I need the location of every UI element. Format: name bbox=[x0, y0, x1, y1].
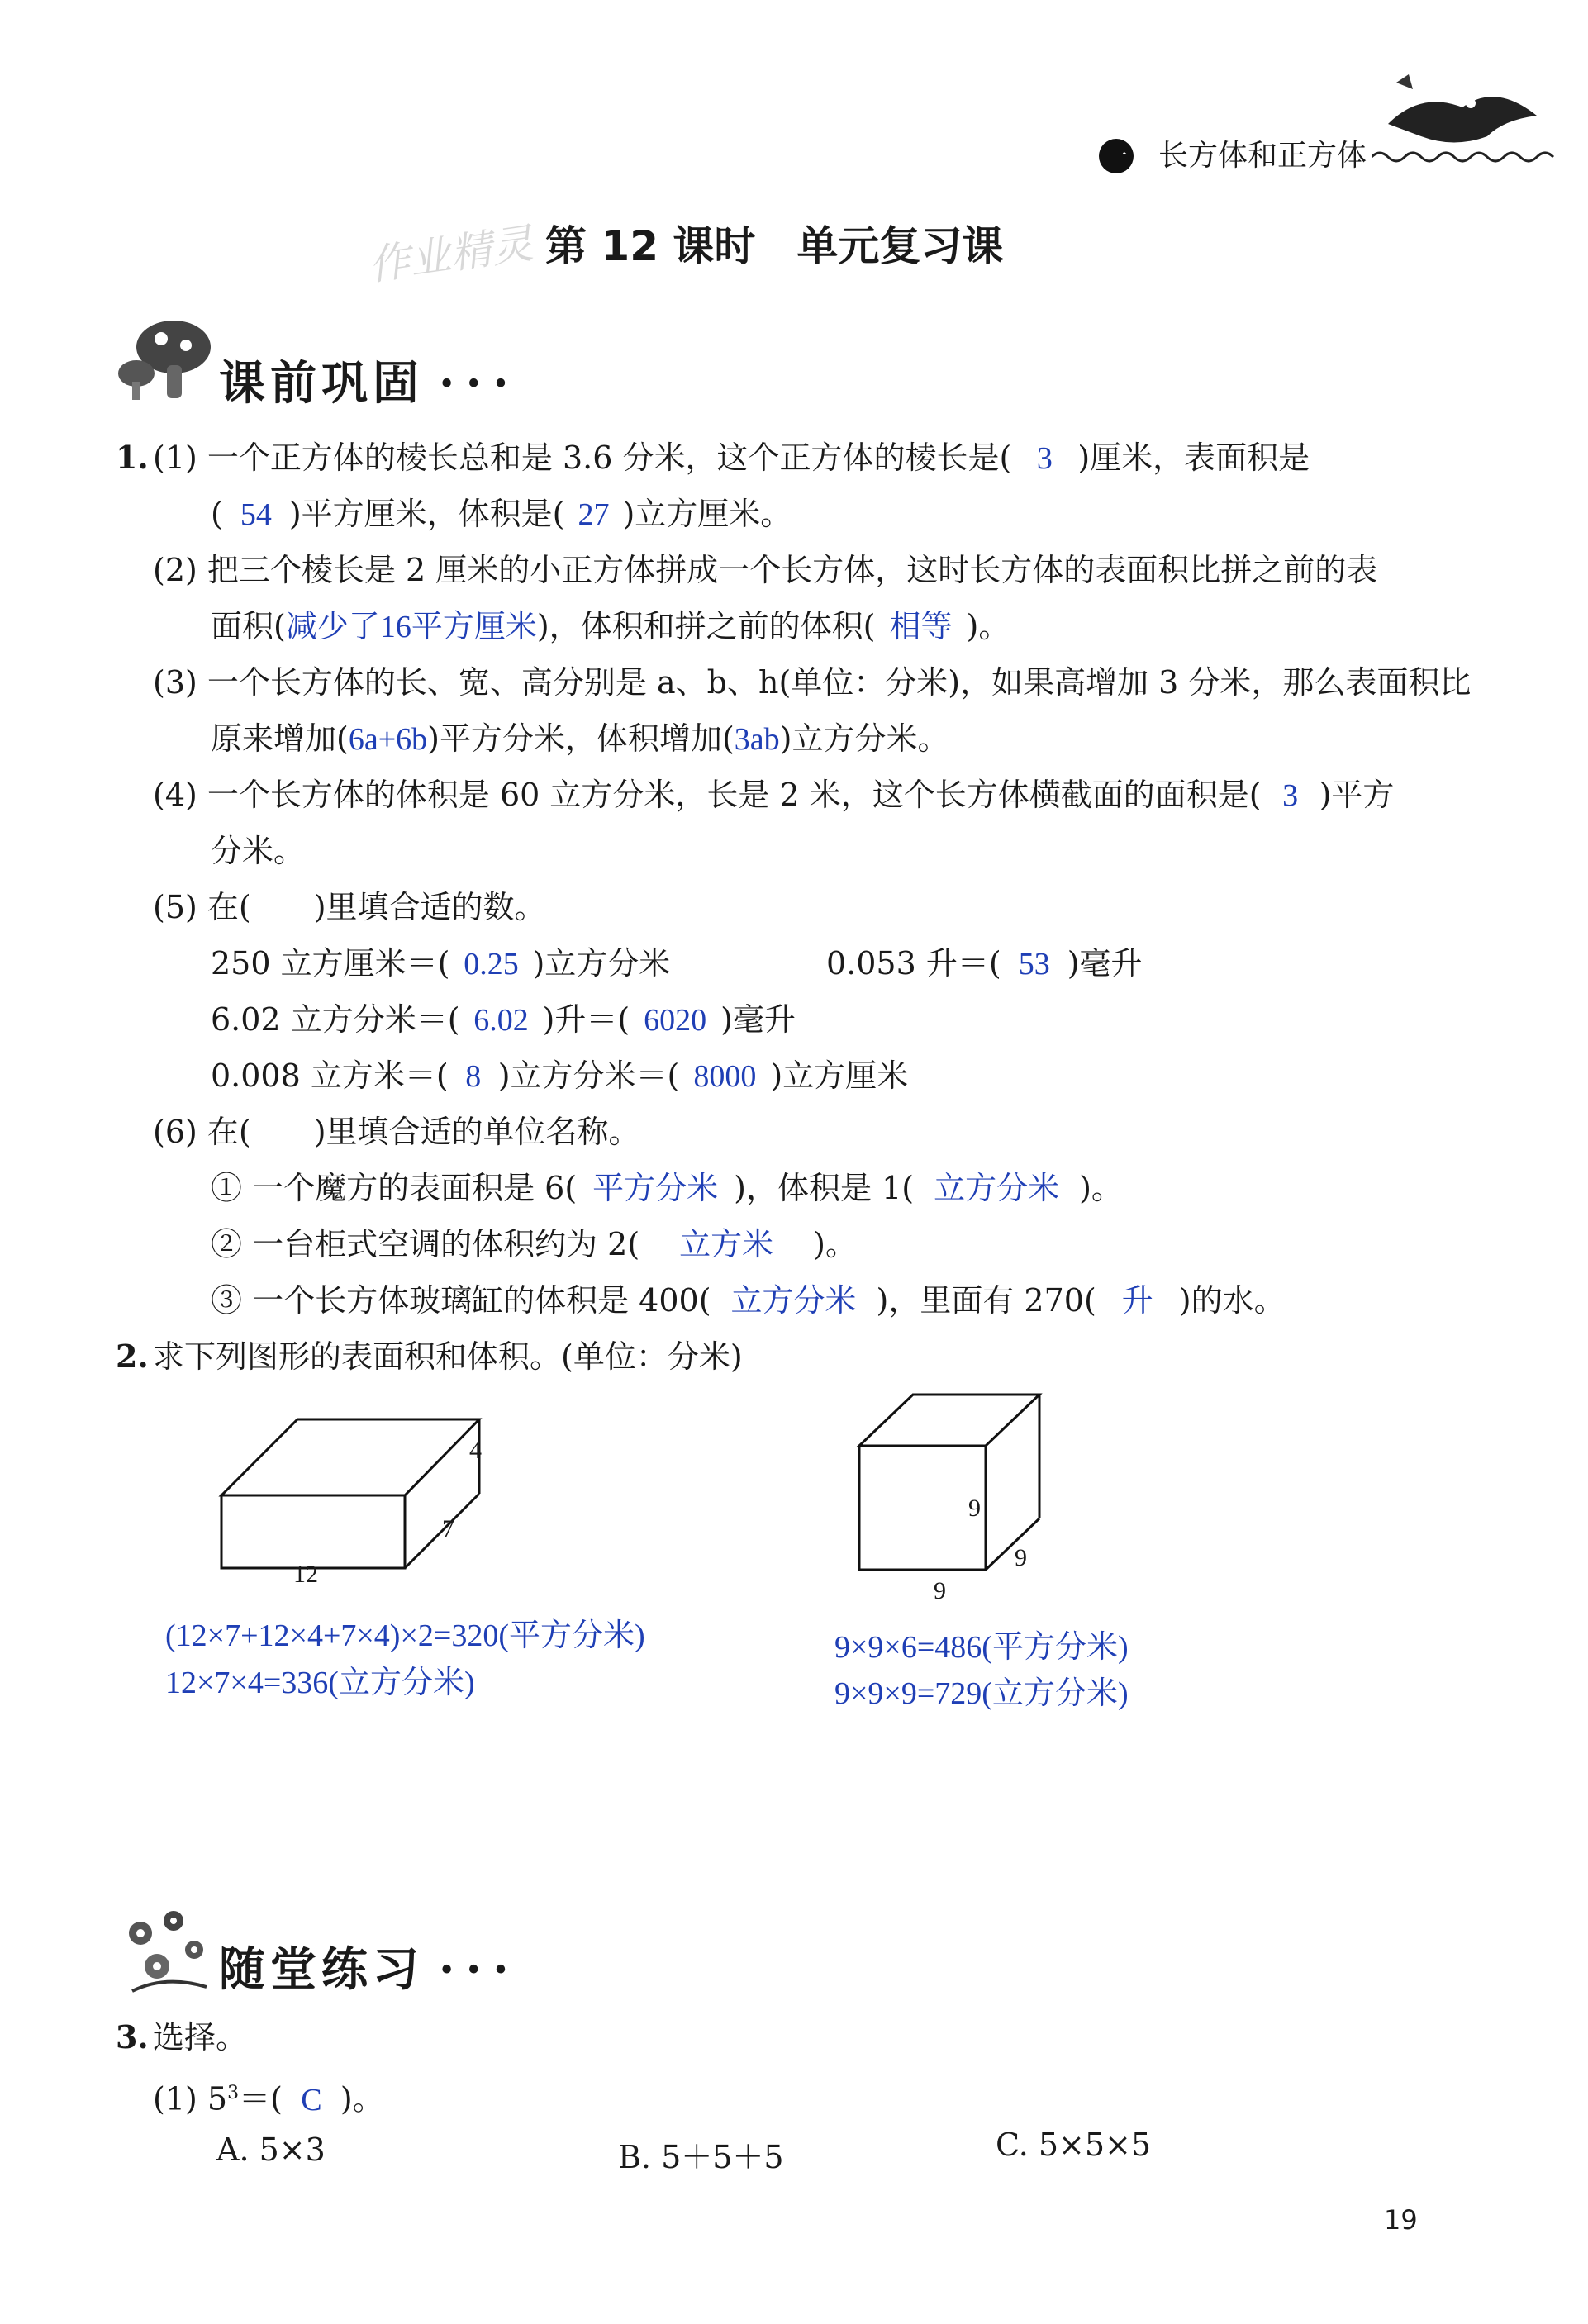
q1-part5-row1a: 250 立方厘米＝( 0.25 )立方分米 bbox=[211, 942, 670, 986]
answer: 3 bbox=[1036, 441, 1053, 476]
answer: 减少了16平方厘米 bbox=[285, 610, 537, 644]
q1-part6-item3: ③ 一个长方体玻璃缸的体积是 400( 立方分米 )，里面有 270( 升 )的水。 bbox=[211, 1279, 1286, 1323]
answer: 6.02 bbox=[473, 1003, 529, 1038]
cuboid-figure bbox=[207, 1404, 504, 1603]
answer: 3ab bbox=[734, 722, 780, 757]
answer: 8 bbox=[465, 1059, 482, 1094]
answer: 6a+6b bbox=[348, 722, 428, 757]
cube-volume-answer: 9×9×9=729(立方分米) bbox=[834, 1676, 1129, 1711]
answer: 27 bbox=[578, 497, 610, 532]
flowers-icon bbox=[116, 1900, 223, 1999]
q2-number: 2. bbox=[116, 1338, 149, 1375]
answer: 53 bbox=[1018, 947, 1050, 981]
q1-part1-line2: ( 54 )平方厘米，体积是( 27 )立方厘米。 bbox=[211, 492, 792, 536]
answer: 54 bbox=[240, 497, 272, 532]
q3-option-c: C. 5×5×5 bbox=[996, 2127, 1152, 2163]
q1-part5-head: (5) 在( )里填合适的数。 bbox=[153, 889, 546, 925]
q3-part1: (1) $5^3=$( C )。 bbox=[153, 2072, 384, 2122]
chapter-marker: 一 bbox=[1099, 139, 1134, 173]
q1-number: 1. bbox=[116, 439, 149, 476]
section-title-pre-class: 课前巩固 bbox=[219, 357, 424, 411]
cube-height-label: 9 bbox=[968, 1495, 981, 1522]
q1-part6-item2: ② 一台柜式空调的体积约为 2( 立方米 )。 bbox=[211, 1223, 857, 1267]
answer: 立方米 bbox=[679, 1228, 774, 1262]
q1-part5-row1b: 0.053 升＝( 53 )毫升 bbox=[826, 942, 1143, 986]
answer: 立方分米 bbox=[730, 1284, 857, 1319]
q1-part4-line2: 分米。 bbox=[211, 833, 306, 869]
q1-part3-line2: 原来增加(6a+6b)平方分米，体积增加(3ab)立方分米。 bbox=[211, 720, 949, 757]
q1-part6-item1: ① 一个魔方的表面积是 6( 平方分米 )，体积是 1( 立方分米 )。 bbox=[211, 1167, 1123, 1210]
mushroom-icon bbox=[116, 314, 215, 405]
cuboid-length-label: 12 bbox=[293, 1561, 318, 1588]
answer: 立方分米 bbox=[934, 1172, 1060, 1206]
cuboid-volume-answer: 12×7×4=336(立方分米) bbox=[165, 1666, 475, 1700]
q1-part5-row3: 0.008 立方米＝( 8 )立方分米＝( 8000 )立方厘米 bbox=[211, 1054, 908, 1098]
q3-number: 3. bbox=[116, 2018, 149, 2055]
lesson-title: 第 12 课时 单元复习课 bbox=[545, 222, 1004, 270]
answer: 3 bbox=[1282, 778, 1299, 813]
q1-part6-head: (6) 在( )里填合适的单位名称。 bbox=[153, 1114, 640, 1150]
cube-surface-answer: 9×9×6=486(平方分米) bbox=[834, 1630, 1129, 1665]
watermark: 作业精灵 bbox=[365, 219, 536, 290]
cuboid-surface-answer: (12×7+12×4+7×4)×2=320(平方分米) bbox=[165, 1618, 645, 1653]
chapter-title: 长方体和正方体 bbox=[1158, 139, 1367, 173]
q1-part1-line1: (1) 一个正方体的棱长总和是 3.6 分米，这个正方体的棱长是( 3 )厘米，表面积是 bbox=[153, 436, 1310, 480]
q1-part4-line1: (4) 一个长方体的体积是 60 立方分米，长是 2 米，这个长方体横截面的面积是( 3 )平方 bbox=[153, 773, 1394, 817]
page-number: 19 bbox=[1384, 2204, 1418, 2236]
q1-part3-line1: (3) 一个长方体的长、宽、高分别是 a、b、h(单位：分米)，如果高增加 3 分米，那么表面积比 bbox=[153, 664, 1472, 701]
q1-part2-line1: (2) 把三个棱长是 2 厘米的小正方体拼成一个长方体，这时长方体的表面积比拼之前的表 bbox=[153, 552, 1378, 588]
answer: 相等 bbox=[889, 610, 953, 644]
answer: C bbox=[301, 2082, 322, 2117]
answer: 平方分米 bbox=[592, 1172, 719, 1206]
answer: 8000 bbox=[693, 1059, 757, 1094]
dots-decoration: • • • bbox=[438, 368, 510, 402]
q1-part2-line2: 面积(减少了16平方厘米)，体积和拼之前的体积( 相等 )。 bbox=[211, 605, 1010, 649]
cube-width-label: 9 bbox=[1015, 1544, 1027, 1571]
dots-decoration: • • • bbox=[438, 1954, 510, 1988]
answer: 0.25 bbox=[464, 947, 519, 981]
answer: 升 bbox=[1121, 1284, 1153, 1319]
q1-part5-row2: 6.02 立方分米＝( 6.02 )升＝( 6020 )毫升 bbox=[211, 998, 796, 1042]
cube-length-label: 9 bbox=[934, 1577, 946, 1604]
bird-decoration-icon bbox=[1372, 58, 1562, 165]
q2-text: 求下列图形的表面积和体积。(单位：分米) bbox=[153, 1338, 743, 1375]
answer: 6020 bbox=[644, 1003, 707, 1038]
q3-text: 选择。 bbox=[153, 2019, 248, 2055]
cuboid-height-label: 4 bbox=[469, 1437, 482, 1464]
q3-option-b: B. 5＋5＋5 bbox=[618, 2139, 784, 2175]
cuboid-width-label: 7 bbox=[442, 1515, 454, 1542]
section-title-in-class: 随堂练习 bbox=[219, 1943, 424, 1997]
q3-option-a: A. 5×3 bbox=[216, 2132, 326, 2168]
